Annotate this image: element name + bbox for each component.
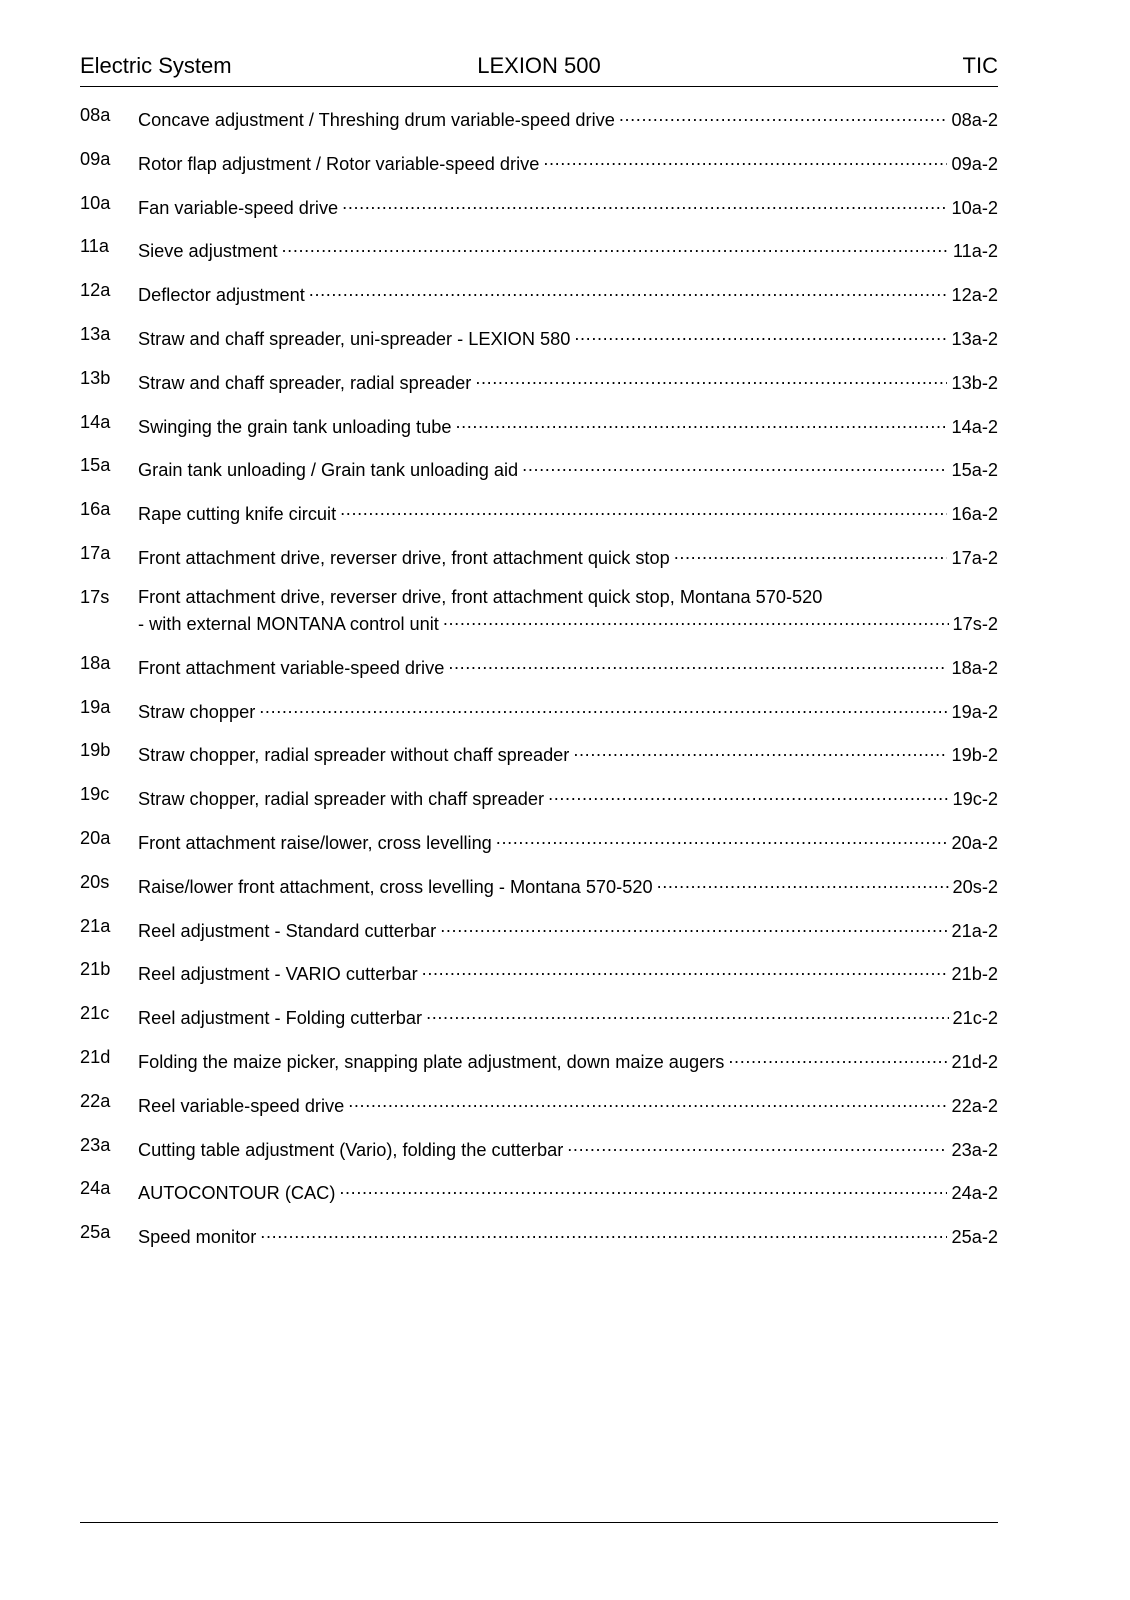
dot-leader xyxy=(443,608,949,630)
toc-entry-code: 09a xyxy=(80,148,111,169)
toc-entry-code: 20s xyxy=(80,871,110,892)
dot-leader xyxy=(522,454,947,476)
dot-leader xyxy=(573,739,947,761)
toc-entry[interactable] xyxy=(80,1090,998,1134)
toc-entry-page[interactable]: 23a-2 xyxy=(951,1139,998,1160)
toc-entry-page[interactable]: 24a-2 xyxy=(951,1183,998,1204)
toc-entry-code: 16a xyxy=(80,499,111,520)
toc-entry-page[interactable]: 17a-2 xyxy=(951,547,998,568)
toc-entry-code: 18a xyxy=(80,652,111,673)
dot-leader xyxy=(657,871,949,893)
toc-entry-page[interactable]: 19c-2 xyxy=(952,789,998,810)
toc-entry-page[interactable]: 13b-2 xyxy=(951,372,998,393)
toc-entry-title-continued: - with external MONTANA control unit xyxy=(138,613,439,634)
toc-entry[interactable] xyxy=(80,739,998,783)
toc-entry-title: Reel adjustment - Folding cutterbar xyxy=(138,1008,423,1029)
toc-entry[interactable] xyxy=(80,148,998,192)
toc-entry[interactable] xyxy=(80,367,998,411)
toc-entry-code: 22a xyxy=(80,1090,111,1111)
toc-entry-title: Folding the maize picker, snapping plate adjustment, down maize augers xyxy=(138,1051,725,1072)
document-code: TIC xyxy=(962,53,998,78)
toc-entry[interactable] xyxy=(80,586,998,652)
toc-entry-title: Deflector adjustment xyxy=(138,285,305,306)
toc-entry[interactable] xyxy=(80,1002,998,1046)
toc-entry-title: Reel adjustment - Standard cutterbar xyxy=(138,920,437,941)
dot-leader xyxy=(348,1090,947,1112)
toc-entry-code: 21c xyxy=(80,1003,110,1024)
toc-entry-code: 23a xyxy=(80,1134,111,1155)
toc-entry[interactable] xyxy=(80,871,998,915)
toc-entry-page[interactable]: 20a-2 xyxy=(951,832,998,853)
toc-entry-page[interactable]: 19b-2 xyxy=(951,745,998,766)
toc-entry-code: 21d xyxy=(80,1046,111,1067)
toc-entry-code: 17s xyxy=(80,586,110,607)
toc-entry-code: 20a xyxy=(80,827,111,848)
toc-entry[interactable] xyxy=(80,1221,998,1265)
toc-entry-title: Straw chopper, radial spreader without chaff spreader xyxy=(138,745,570,766)
toc-entry[interactable] xyxy=(80,1177,998,1221)
toc-entry-title: Grain tank unloading / Grain tank unloading aid xyxy=(138,460,519,481)
toc-entry[interactable] xyxy=(80,454,998,498)
toc-entry-code: 10a xyxy=(80,192,111,213)
toc-entry-page[interactable]: 21b-2 xyxy=(951,964,998,985)
toc-entry[interactable] xyxy=(80,498,998,542)
toc-entry-page[interactable]: 13a-2 xyxy=(951,328,998,349)
toc-entry[interactable] xyxy=(80,652,998,696)
dot-leader xyxy=(455,411,947,433)
dot-leader xyxy=(475,367,947,389)
toc-entry[interactable] xyxy=(80,279,998,323)
toc-entry-code: 14a xyxy=(80,411,111,432)
toc-entry-title: Swinging the grain tank unloading tube xyxy=(138,416,452,437)
toc-entry-title: Cutting table adjustment (Vario), folding the cutterbar xyxy=(138,1139,564,1160)
toc-entry-code: 19c xyxy=(80,784,110,805)
toc-entry-page[interactable]: 18a-2 xyxy=(951,657,998,678)
toc-entry-page[interactable]: 21a-2 xyxy=(951,920,998,941)
toc-entry[interactable] xyxy=(80,958,998,1002)
dot-leader xyxy=(574,323,947,345)
toc-entry-title: Raise/lower front attachment, cross levelling - Montana 570-520 xyxy=(138,876,653,897)
toc-entry-title: Front attachment drive, reverser drive, front attachment quick stop xyxy=(138,547,670,568)
model-title: LEXION 500 xyxy=(477,53,601,78)
toc-entry-code: 19a xyxy=(80,696,111,717)
section-title: Electric System xyxy=(80,53,232,78)
toc-entry-title: Straw chopper xyxy=(138,701,256,722)
dot-leader xyxy=(426,1002,948,1024)
toc-entry-code: 17a xyxy=(80,542,111,563)
toc-entry-page[interactable]: 21c-2 xyxy=(952,1008,998,1029)
toc-entry-title: Rape cutting knife circuit xyxy=(138,504,337,525)
toc-entry-code: 19b xyxy=(80,740,111,761)
toc-entry[interactable] xyxy=(80,323,998,367)
dot-leader xyxy=(728,1046,947,1068)
toc-entry-code: 21b xyxy=(80,959,111,980)
toc-entry-page[interactable]: 15a-2 xyxy=(951,460,998,481)
toc-entry-code: 11a xyxy=(80,236,109,257)
dot-leader xyxy=(260,1221,947,1243)
toc-entry-code: 13a xyxy=(80,323,111,344)
toc-entry[interactable] xyxy=(80,783,998,827)
toc-entry-code: 21a xyxy=(80,915,111,936)
toc-entry-page[interactable]: 22a-2 xyxy=(951,1095,998,1116)
dot-leader xyxy=(674,542,948,564)
dot-leader xyxy=(548,783,948,805)
toc-entry[interactable] xyxy=(80,1134,998,1178)
toc-entry[interactable] xyxy=(80,235,998,279)
toc-entry-page[interactable]: 09a-2 xyxy=(951,153,998,174)
dot-leader xyxy=(619,104,948,126)
toc-entry-code: 12a xyxy=(80,280,111,301)
table-of-contents xyxy=(80,104,998,1265)
toc-entry-page[interactable]: 17s-2 xyxy=(952,613,998,634)
page-header xyxy=(80,50,998,87)
toc-entry-page[interactable]: 12a-2 xyxy=(951,285,998,306)
toc-entry[interactable] xyxy=(80,827,998,871)
toc-entry-code: 15a xyxy=(80,455,111,476)
dot-leader xyxy=(543,148,947,170)
toc-entry-title: Straw and chaff spreader, uni-spreader - LEXION 580 xyxy=(138,328,571,349)
toc-entry[interactable] xyxy=(80,542,998,586)
toc-entry-title: AUTOCONTOUR (CAC) xyxy=(138,1183,336,1204)
dot-leader xyxy=(567,1134,947,1156)
toc-entry[interactable] xyxy=(80,411,998,455)
toc-entry-page[interactable]: 14a-2 xyxy=(951,416,998,437)
toc-entry-page[interactable]: 19a-2 xyxy=(951,701,998,722)
dot-leader xyxy=(422,958,948,980)
dot-leader xyxy=(309,279,948,301)
dot-leader xyxy=(282,235,949,257)
toc-entry-title: Concave adjustment / Threshing drum variable-speed drive xyxy=(138,110,615,130)
toc-entry-page[interactable]: 11a-2 xyxy=(952,241,998,262)
toc-entry-title: Speed monitor xyxy=(138,1227,257,1248)
dot-leader xyxy=(340,498,947,520)
dot-leader xyxy=(440,915,947,937)
toc-entry-code: 08a xyxy=(80,105,111,125)
dot-leader xyxy=(339,1177,947,1199)
toc-entry-page[interactable]: 10a-2 xyxy=(951,197,998,218)
toc-entry-title: Front attachment drive, reverser drive, front attachment quick stop, Montana 570-520 xyxy=(138,586,823,607)
toc-entry[interactable] xyxy=(80,192,998,236)
toc-entry-page[interactable]: 08a-2 xyxy=(951,110,998,130)
toc-entry-code: 13b xyxy=(80,367,111,388)
toc-entry[interactable] xyxy=(80,104,998,148)
toc-entry-page[interactable]: 20s-2 xyxy=(952,876,998,897)
toc-entry-page[interactable]: 25a-2 xyxy=(951,1227,998,1248)
footer-divider xyxy=(80,1522,998,1523)
toc-entry-title: Reel variable-speed drive xyxy=(138,1095,345,1116)
toc-entry-title: Front attachment raise/lower, cross levelling xyxy=(138,832,492,853)
toc-entry[interactable] xyxy=(80,915,998,959)
toc-entry-code: 25a xyxy=(80,1222,111,1243)
dot-leader xyxy=(448,652,947,674)
dot-leader xyxy=(259,696,947,718)
toc-entry[interactable] xyxy=(80,1046,998,1090)
dot-leader xyxy=(496,827,948,849)
toc-entry-title: Straw chopper, radial spreader with chaff spreader xyxy=(138,789,545,810)
toc-entry-title: Reel adjustment - VARIO cutterbar xyxy=(138,964,418,985)
toc-entry-title: Rotor flap adjustment / Rotor variable-speed drive xyxy=(138,153,540,174)
toc-entry-title: Front attachment variable-speed drive xyxy=(138,657,445,678)
toc-entry-title: Straw and chaff spreader, radial spreader xyxy=(138,372,472,393)
toc-entry-title: Sieve adjustment xyxy=(138,241,278,262)
toc-entry-page[interactable]: 16a-2 xyxy=(951,504,998,525)
toc-entry-title: Fan variable-speed drive xyxy=(138,197,339,218)
toc-entry-page[interactable]: 21d-2 xyxy=(951,1051,998,1072)
toc-entry[interactable] xyxy=(80,696,998,740)
toc-entry-code: 24a xyxy=(80,1178,111,1199)
dot-leader xyxy=(342,192,947,214)
